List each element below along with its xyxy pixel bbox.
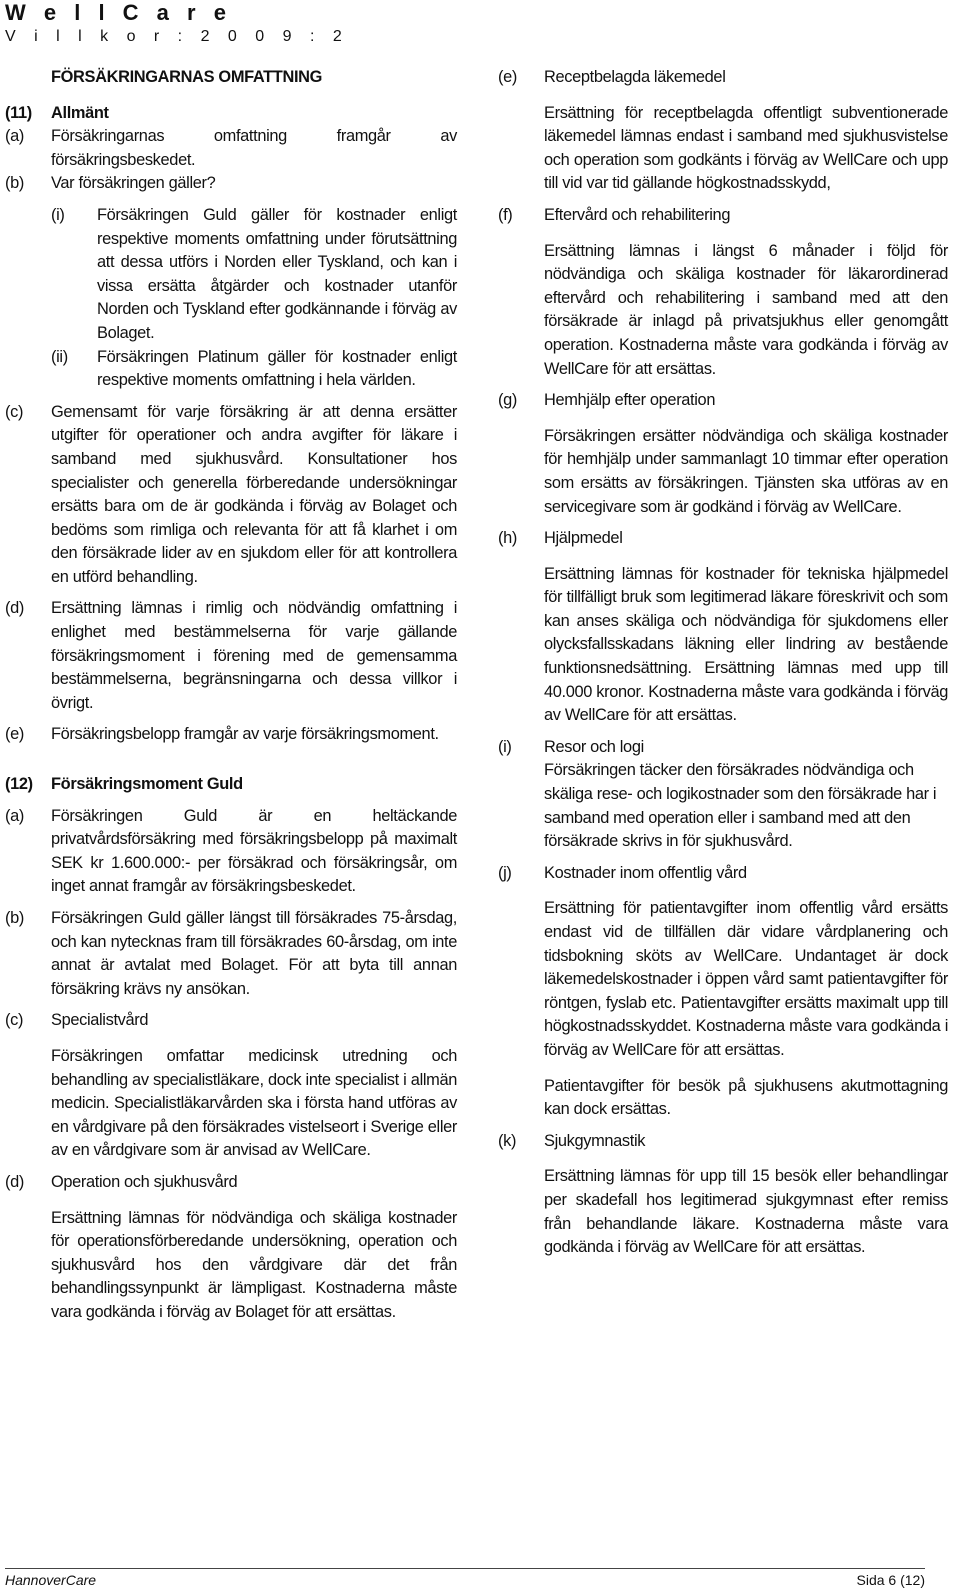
clause-text: Försäkringen ersätter nödvändiga och skäliga kostnader för hemhjälp under sammanlagt 10 timmar efter operation som ersätts av försäkringen. Tjänsten ska utföras av en servicegivare som är godkänd i förväg av WellCare. xyxy=(544,426,948,516)
clause-label: (j) xyxy=(498,863,512,882)
clause-label: (f) xyxy=(498,205,513,224)
clause-label: (a) xyxy=(5,806,24,825)
clause xyxy=(5,1171,457,1325)
clause-label: (a) xyxy=(5,127,24,146)
clause xyxy=(498,527,948,728)
subclause-text: Försäkringen Guld gäller för kostnader enligt respektive moments omfattning under förutsättning att dessa utförs i Norden eller Tyskland, och kan i vissa ersätta åtgärder och kostnader utanför Norden och Tyskland efter godkännande i förväg av Bolaget. xyxy=(97,205,457,342)
clause-title: Resor och logi xyxy=(544,737,644,756)
clause-label: (d) xyxy=(5,599,24,618)
footer-company: HannoverCare xyxy=(5,1572,97,1588)
clause-text: Ersättning lämnas för upp till 15 besök eller behandlingar per skadefall hos legitimerad sjukgymnast efter remiss från behandlande läkare. Kostnaderna måste vara godkända i förväg av WellCare för att ersättas. xyxy=(544,1167,948,1257)
clause-title: Kostnader inom offentlig vård xyxy=(544,863,747,882)
clause xyxy=(498,389,948,519)
clause-label: (i) xyxy=(498,737,512,756)
clause-label: (e) xyxy=(5,725,24,744)
clause-label: (b) xyxy=(5,174,24,193)
clause-text: Ersättning lämnas för kostnader för tekniska hjälpmedel för tillfälligt bruk som legitimerad läkare föreskrivit och som kan anses skäliga och nödvändiga för sjukdomens eller olycksfallsskadans läkning eller lindring av bestående funktionsnedsättning. Ersättning lämnas med upp till 40.000 kronor. Kostnaderna måste vara godkända i förväg av WellCare för att ersättas. xyxy=(544,564,948,725)
clause-label: (h) xyxy=(498,529,517,548)
right-column xyxy=(498,66,948,1260)
clause-label: (c) xyxy=(5,402,24,421)
clause-text: Ersättning lämnas i rimlig och nödvändig omfattning i enlighet med bestämmelserna för varje gällande försäkringsmoment i förening med de gemensamma bestämmelserna, begränsningarna och dessa villkor i övrigt. xyxy=(51,599,457,712)
clause-text: Försäkringen Guld är en heltäckande privatvårdsförsäkring med försäkringsbelopp på maximalt SEK kr 1.600.000:- per försäkrad och försäkringsår, om inget annat framgår av försäkringsbeskedet. xyxy=(51,806,457,896)
clause-title: Hemhjälp efter operation xyxy=(544,391,716,410)
section-heading xyxy=(5,66,457,90)
document-subtitle: V i l l k o r : 2 0 0 9 : 2 xyxy=(5,28,349,45)
clause-label: (g) xyxy=(498,391,517,410)
section-number: (12) xyxy=(5,775,33,794)
brand-title: W e l l C a r e xyxy=(5,0,232,25)
clause-text: Försäkringen Guld gäller längst till försäkrades 75-årsdag, och kan nytecknas fram till försäkrades 60-årsdag, om inte annat är avtalat med Bolaget. För att byta till annan försäkring krävs ny ansökan. xyxy=(51,909,457,998)
clause xyxy=(498,66,948,196)
clause-text: Försäkringsbelopp framgår av varje försäkringsmoment. xyxy=(51,725,439,744)
clause xyxy=(5,172,457,196)
section-title: Allmänt xyxy=(51,103,109,122)
subclause-text: Försäkringen Platinum gäller för kostnader enligt respektive moments omfattning i hela världen. xyxy=(97,347,457,390)
clause xyxy=(5,723,457,747)
clause-text-extra: Patientavgifter för besök på sjukhusens akutmottagning kan dock ersättas. xyxy=(544,1076,948,1119)
clause xyxy=(498,1130,948,1260)
clause xyxy=(5,1009,457,1163)
clause-title: Hjälpmedel xyxy=(544,529,623,548)
clause-text: Gemensamt för varje försäkring är att denna ersätter utgifter för operationer och andra avgifter för läkare i samband med sjukhusvård. Konsultationer hos specialister och generella förberedande undersökningar ersätts bara om de är godkända i förväg av Bolaget och bedöms som rimliga och relevanta för att få klarhet i om den försäkrade lider av en sjukdom eller för att kontrollera en utförd behandling. xyxy=(51,402,457,586)
clause xyxy=(498,862,948,1122)
clause-text: Försäkringarnas omfattning framgår av försäkringsbeskedet. xyxy=(51,127,457,169)
clause xyxy=(5,597,457,715)
clause-title: Operation och sjukhusvård xyxy=(51,1172,238,1191)
clause-text: Var försäkringen gäller? xyxy=(51,174,216,193)
page-number: Sida 6 (12) xyxy=(856,1572,925,1588)
clause xyxy=(498,204,948,381)
section-number: (11) xyxy=(5,103,32,122)
clause-title: Eftervård och rehabilitering xyxy=(544,205,731,224)
clause-label: (c) xyxy=(5,1011,24,1030)
clause-text: Ersättning lämnas för nödvändiga och skäliga kostnader för operationsförberedande undersökning, operation och sjukhusvård hos den vårdgivare där det från behandlingssynpunkt är lämpligast. Kostnaderna måste vara godkända i förväg av Bolaget för att ersättas. xyxy=(51,1208,457,1321)
clause xyxy=(5,907,457,1001)
clause-text: Ersättning för receptbelagda offentligt subventionerade läkemedel lämnas endast i samband med sjukhusvistelse och operation som godkänts i förväg av WellCare och upp till vid var tid gällande högkostnadsskydd, xyxy=(544,103,948,193)
section-11-header xyxy=(5,102,457,126)
clause-text: Försäkringen omfattar medicinsk utredning och behandling av specialistläkare, dock inte specialist i allmän medicin. Specialistläkarvården ska i första hand utföras av en vårdgivare på den försäkrades vistelseort i Sverige eller av en vårdgivare som är anvisad av WellCare. xyxy=(51,1046,457,1160)
clause-title: Specialistvård xyxy=(51,1011,149,1030)
clause-sublist xyxy=(5,204,457,393)
footer-divider xyxy=(5,1568,925,1569)
subclause-label: (i) xyxy=(51,205,65,224)
section-12-header xyxy=(5,773,457,797)
subclause-label: (ii) xyxy=(51,347,68,366)
left-column xyxy=(5,66,457,1325)
clause-label: (d) xyxy=(5,1172,24,1191)
clause xyxy=(5,125,457,172)
clause-text: Ersättning för patientavgifter inom offentlig vård ersätts endast vid de tillfällen där vidare vårdplanering och tidsbokning sköts av WellCare. Undantaget är dock läkemedelskostnader i öppen vård samt patientavgifter för röntgen, fyslab etc. Patientavgifter ersätts maximalt upp till högkostnadsskyddet. Kostnaderna måste vara godkända i förväg av WellCare för att ersättas. xyxy=(544,899,948,1059)
clause xyxy=(498,736,948,854)
clause xyxy=(5,805,457,899)
subclause xyxy=(51,204,457,346)
section-title: Försäkringsmoment Guld xyxy=(51,775,243,794)
clause-text: Försäkringen täcker den försäkrades nödvändiga och skäliga rese- och logikostnader som den försäkrade har i samband med operation eller i samband med att den försäkrade skrivs in för sjukhusvård. xyxy=(544,761,937,851)
clause-label: (e) xyxy=(498,68,517,86)
heading-text: FÖRSÄKRINGARNAS OMFATTNING xyxy=(51,68,323,86)
clause xyxy=(5,401,457,590)
clause-label: (b) xyxy=(5,909,24,927)
subclause xyxy=(51,346,457,393)
clause-title: Sjukgymnastik xyxy=(544,1131,646,1150)
clause-text: Ersättning lämnas i längst 6 månader i följd för nödvändiga och skäliga kostnader för läkarordinerad eftervård och rehabilitering i samband med att den försäkrade är inlagd på privatsjukhus eller genomgått operation. Kostnaderna måste vara godkända i förväg av WellCare för att ersättas. xyxy=(544,241,948,378)
clause-title: Receptbelagda läkemedel xyxy=(544,68,726,86)
clause-label: (k) xyxy=(498,1131,517,1150)
